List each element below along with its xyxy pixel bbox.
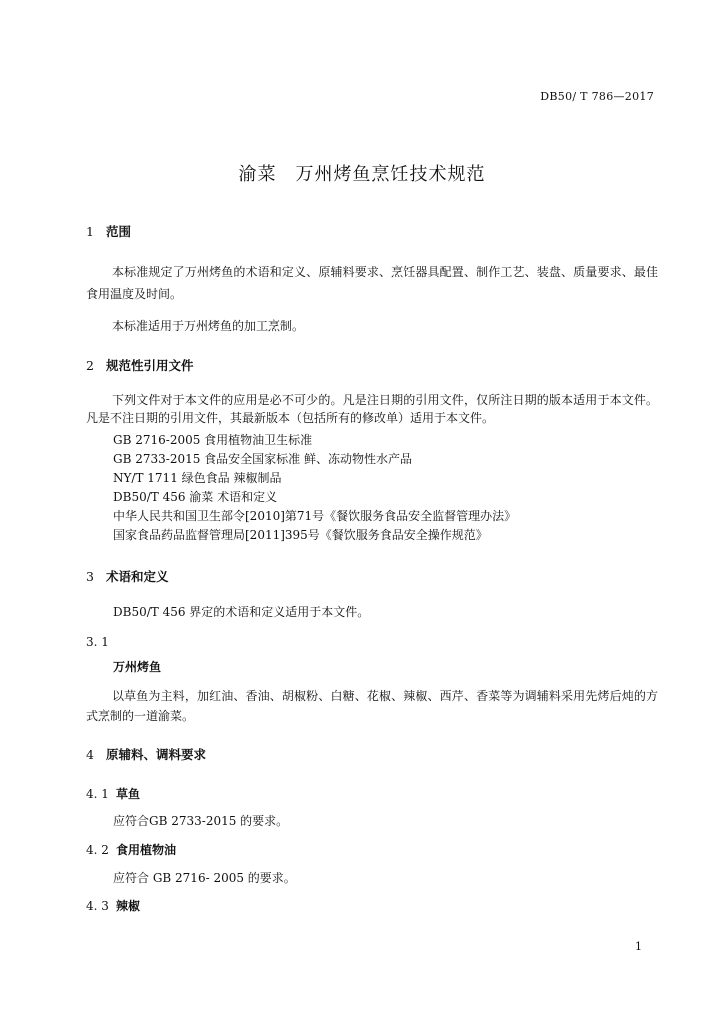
reference-item: GB 2733-2015 食品安全国家标准 鲜、冻动物性水产品 xyxy=(113,452,412,466)
reference-item: DB50/T 456 渝菜 术语和定义 xyxy=(113,490,278,504)
term-name: 万州烤鱼 xyxy=(113,660,162,674)
document-title: 渝菜 万州烤鱼烹饪技术规范 xyxy=(238,164,486,185)
subsection-4-1-heading xyxy=(86,785,140,802)
subsection-4-1-text: 应符合GB 2733-2015 的要求。 xyxy=(113,814,289,828)
reference-item: GB 2716-2005 食用植物油卫生标准 xyxy=(113,433,313,447)
section-title: 规范性引用文件 xyxy=(106,358,194,373)
section-1-paragraph-1: 本标准规定了万州烤鱼的术语和定义、原辅料要求、烹饪器具配置、制作工艺、装盘、质量要求、最佳食用温度及时间。 xyxy=(86,265,658,301)
section-1-paragraph-2: 本标准适用于万州烤鱼的加工烹制。 xyxy=(112,319,305,333)
subsection-4-2-text: 应符合 GB 2716- 2005 的要求。 xyxy=(113,871,296,885)
section-number: 2 xyxy=(86,358,94,373)
section-title: 原辅料、调料要求 xyxy=(106,747,207,762)
subsection-number: 4. 1 xyxy=(86,787,109,801)
section-number: 4 xyxy=(86,747,94,762)
subsection-number: 3. 1 xyxy=(86,635,109,649)
subsection-title: 食用植物油 xyxy=(116,843,177,857)
subsection-number: 4. 3 xyxy=(86,899,109,913)
section-title: 术语和定义 xyxy=(106,569,169,584)
section-2-paragraph-1: 下列文件对于本文件的应用是必不可少的。凡是注日期的引用文件，仅所注日期的版本适用于本文件。凡是不注日期的引用文件，其最新版本（包括所有的修改单）适用于本文件。 xyxy=(86,393,658,425)
subsection-title: 辣椒 xyxy=(116,899,141,913)
section-3-heading xyxy=(86,567,169,585)
section-1-heading xyxy=(86,222,131,240)
subsection-4-2-heading xyxy=(86,841,176,858)
section-2-heading xyxy=(86,356,194,374)
page-number: 1 xyxy=(635,940,642,953)
term-definition: 以草鱼为主料，加红油、香油、胡椒粉、白糖、花椒、辣椒、西芹、香菜等为调辅料采用先烤后炖的方式烹制的一道渝菜。 xyxy=(86,689,658,723)
section-number: 3 xyxy=(86,569,94,584)
subsection-title: 草鱼 xyxy=(116,787,141,801)
section-number: 1 xyxy=(86,224,94,239)
reference-item: 中华人民共和国卫生部令[2010]第71号《餐饮服务食品安全监督管理办法》 xyxy=(113,509,517,523)
standard-number: DB50/ T 786—2017 xyxy=(540,90,654,103)
reference-item: NY/T 1711 绿色食品 辣椒制品 xyxy=(113,471,282,485)
subsection-4-3-heading xyxy=(86,897,140,914)
reference-item: 国家食品药品监督管理局[2011]395号《餐饮服务食品安全操作规范》 xyxy=(113,528,488,542)
subsection-number: 4. 2 xyxy=(86,843,109,857)
section-3-paragraph-1: DB50/T 456 界定的术语和定义适用于本文件。 xyxy=(113,605,370,619)
section-title: 范围 xyxy=(106,224,132,239)
section-4-heading xyxy=(86,745,206,763)
